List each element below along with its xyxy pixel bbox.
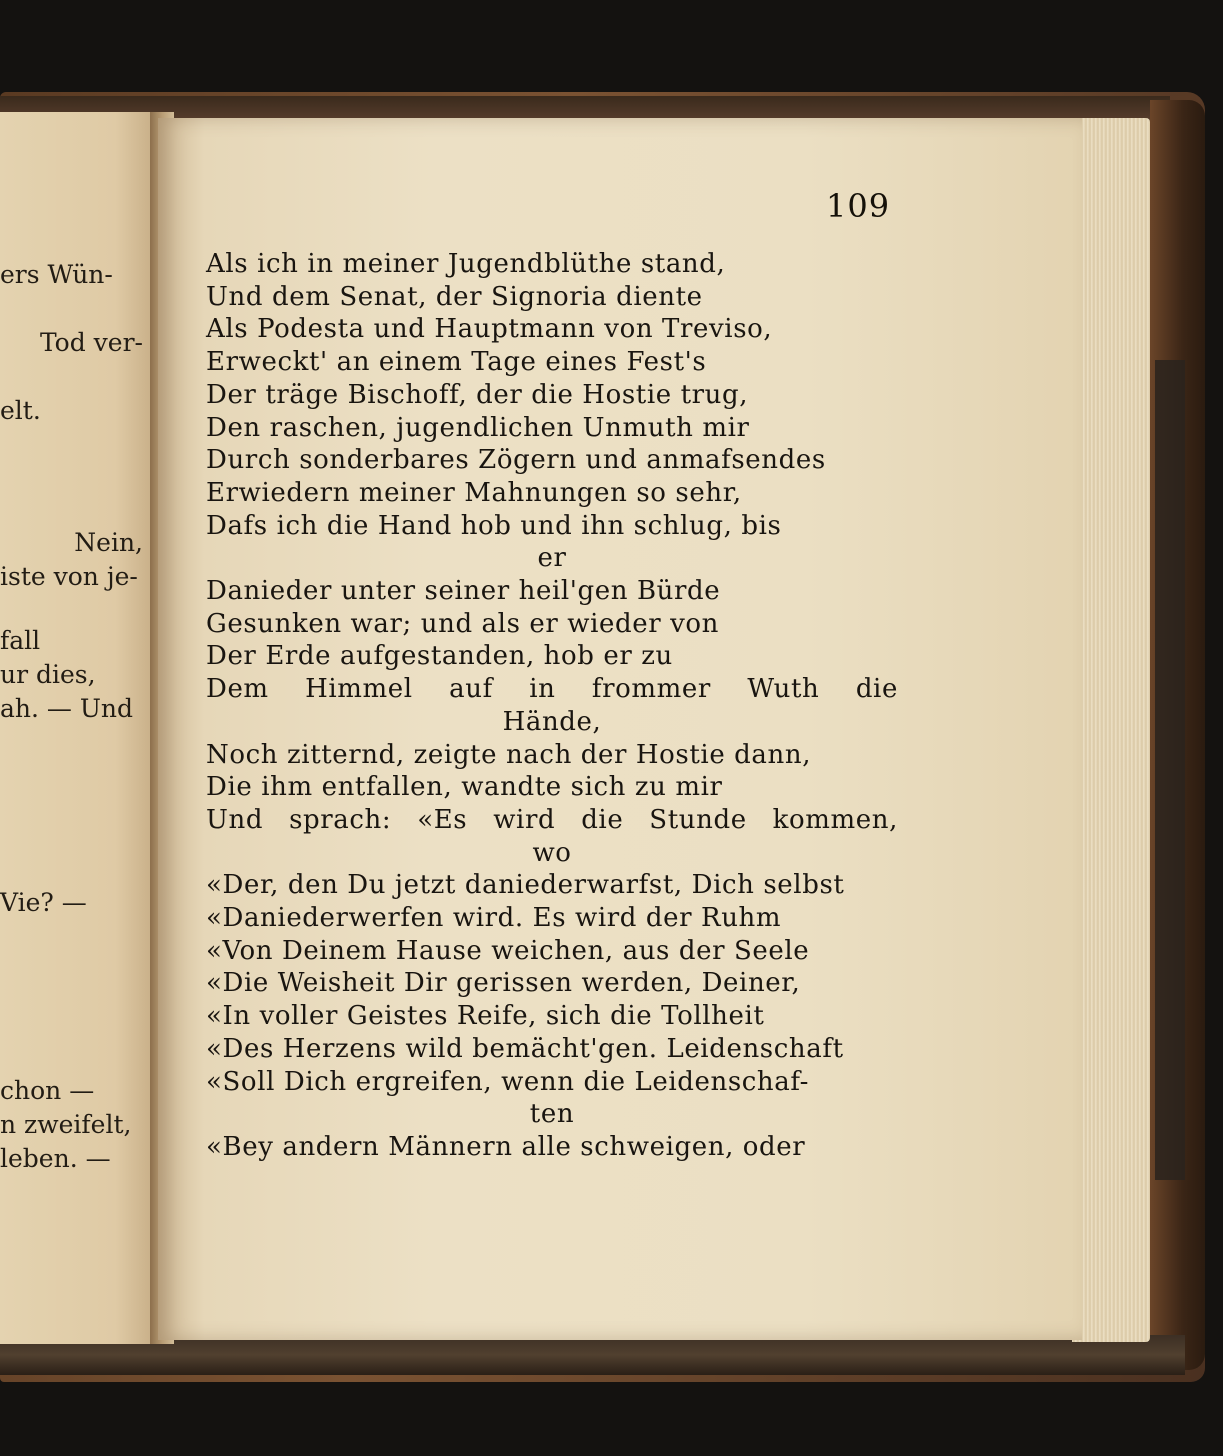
verse-line-continuation: er xyxy=(537,543,567,573)
verse-line: «Daniederwerfen wird. Es wird der Ruhm xyxy=(206,903,782,933)
verse-line: Durch sonderbares Zögern und anmafsendes xyxy=(206,445,826,475)
verse-line: Danieder unter seiner heil'gen Bürde xyxy=(206,576,721,606)
verse-line: Der träge Bischoff, der die Hostie trug, xyxy=(206,380,749,410)
verse-word: die xyxy=(581,805,624,835)
verse-line: «Soll Dich ergreifen, wenn die Leidenschaf- xyxy=(206,1067,810,1097)
verse-line: Als ich in meiner Jugendblüthe stand, xyxy=(206,249,726,279)
left-page-fragment: chon — xyxy=(0,1076,95,1105)
verse-word: Wuth xyxy=(747,674,820,704)
verse-line: Der Erde aufgestanden, hob er zu xyxy=(206,641,673,671)
left-page-fragment: Tod ver- xyxy=(39,328,143,357)
verse-line: Gesunken war; und als er wieder von xyxy=(206,609,720,639)
verse-word: kommen, xyxy=(772,805,898,835)
verse-line: Noch zitternd, zeigte nach der Hostie dann, xyxy=(206,740,812,770)
verse-line xyxy=(206,804,898,837)
verse-word: Und xyxy=(206,805,264,835)
binding-bottom-edge xyxy=(0,1335,1185,1375)
verse-word: Stunde xyxy=(649,805,747,835)
verse-line: «In voller Geistes Reife, sich die Tollheit xyxy=(206,1001,765,1031)
verse-line-continuation: Hände, xyxy=(502,707,602,737)
page-stack-edges xyxy=(1072,118,1150,1342)
verse-word: Himmel xyxy=(305,674,413,704)
verse-line: Erweckt' an einem Tage eines Fest's xyxy=(206,347,707,377)
left-page-fragment: leben. — xyxy=(0,1144,111,1173)
verse-line: «Des Herzens wild bemächt'gen. Leidenschaft xyxy=(206,1034,844,1064)
verse-line: Und dem Senat, der Signoria diente xyxy=(206,282,703,312)
left-page-fragment: n zweifelt, xyxy=(0,1110,132,1139)
verse-word: in xyxy=(529,674,556,704)
verse-line-continuation: wo xyxy=(532,838,572,868)
verse-line: «Der, den Du jetzt daniederwarfst, Dich selbst xyxy=(206,870,845,900)
verse-word: frommer xyxy=(591,674,711,704)
verse-line-continuation: ten xyxy=(529,1099,575,1129)
left-page-fragment: ers Wün- xyxy=(0,260,113,289)
left-page-fragment: ah. — Und xyxy=(0,694,134,723)
verse-line: Den raschen, jugendlichen Unmuth mir xyxy=(206,413,750,443)
verse-line: Die ihm entfallen, wandte sich zu mir xyxy=(206,772,723,802)
left-page-fragment: ur dies, xyxy=(0,660,96,689)
left-page xyxy=(0,112,165,1344)
worn-leather-patch xyxy=(1155,360,1185,1180)
page-number: 109 xyxy=(826,187,891,225)
verse-word: wird xyxy=(493,805,556,835)
left-page-fragment: iste von je- xyxy=(0,562,138,591)
verse-line: Erwiedern meiner Mahnungen so sehr, xyxy=(206,478,742,508)
verse-line: «Die Weisheit Dir gerissen werden, Deiner, xyxy=(206,968,801,998)
verse-word: auf xyxy=(449,674,493,704)
verse-word: «Es xyxy=(417,805,468,835)
verse-word: die xyxy=(855,674,898,704)
left-page-fragment: fall xyxy=(0,626,41,655)
verse-line: Dafs ich die Hand hob und ihn schlug, bis xyxy=(206,511,782,541)
verse-line: «Bey andern Männern alle schweigen, oder xyxy=(206,1132,806,1162)
left-page-fragment: Nein, xyxy=(74,528,143,557)
verse-line: Als Podesta und Hauptmann von Treviso, xyxy=(206,314,773,344)
verse-line xyxy=(206,673,898,706)
left-page-fragment: elt. xyxy=(0,396,41,425)
verse-word: Dem xyxy=(206,674,269,704)
verse-line: «Von Deinem Hause weichen, aus der Seele xyxy=(206,936,810,966)
left-page-fragment: Vie? — xyxy=(0,888,87,917)
verse-word: sprach: xyxy=(289,805,392,835)
